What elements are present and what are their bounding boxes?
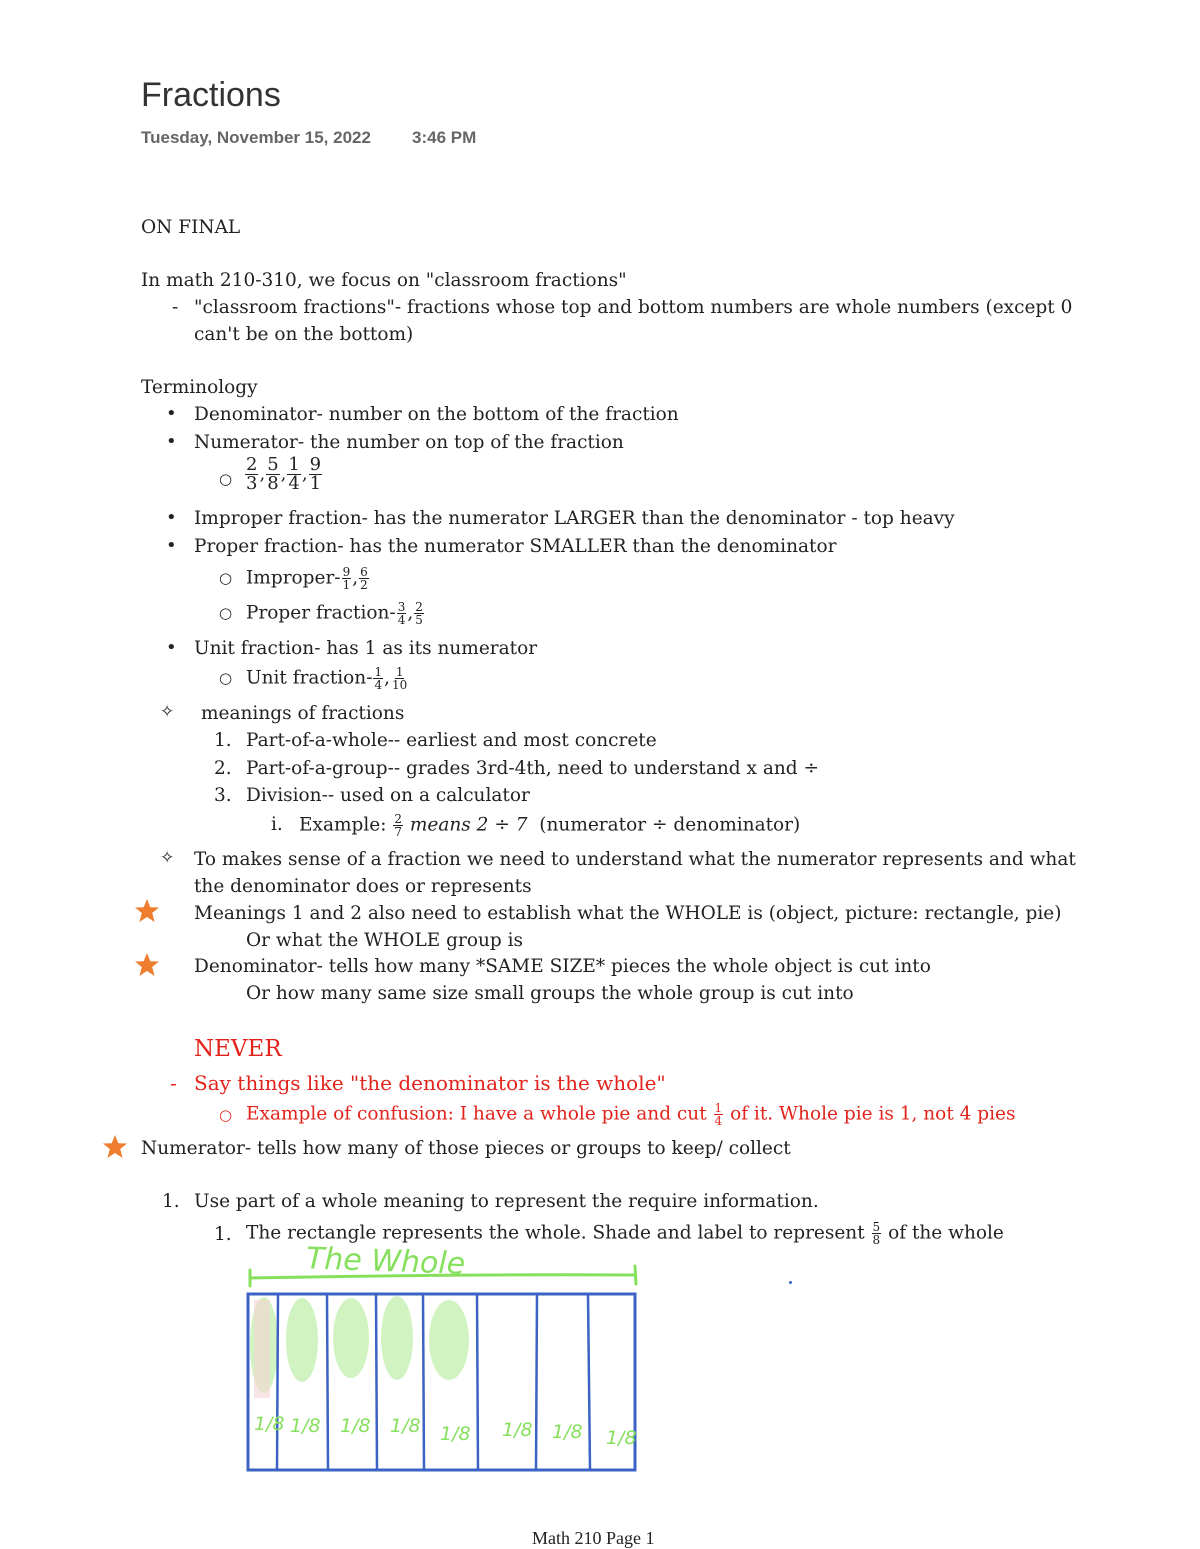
- denominator-tells-line2: Or how many same size small groups the whole group is cut into: [246, 983, 854, 1004]
- fraction-examples: $\frac{2}{3}$ , $\frac{5}{8}$ , $\frac{1}{4}$ , $\frac{9}{1}$: [246, 454, 322, 494]
- list-number: 1.: [214, 730, 232, 751]
- bullet-dot-icon: •: [166, 535, 177, 556]
- unit-example: Unit fraction- $\frac{1}{4}$ , $\frac{1}{10}$: [246, 665, 408, 692]
- list-number: i.: [271, 814, 283, 835]
- numerator-tells: Numerator- tells how many of those pieces or groups to keep/ collect: [141, 1138, 791, 1159]
- makes-sense-line2: the denominator does or represents: [194, 876, 532, 897]
- bullet-circle-icon: ○: [219, 604, 233, 622]
- list-item: Division-- used on a calculator: [246, 785, 530, 806]
- classroom-def-line2: can't be on the bottom): [194, 324, 414, 345]
- whole-bracket: [250, 1266, 636, 1286]
- terminology-heading: Terminology: [141, 377, 258, 398]
- makes-sense-line1: To makes sense of a fraction we need to understand what the numerator represents and what: [194, 849, 1076, 870]
- fraction-rectangle-drawing: [240, 1260, 650, 1480]
- bullet-dot-icon: •: [166, 403, 177, 424]
- sparkle-icon: ✧: [160, 702, 175, 722]
- bullet-dot-icon: •: [166, 637, 177, 658]
- piece-labels: [254, 1413, 637, 1449]
- shaded-piece: [381, 1296, 413, 1380]
- shaded-piece: [333, 1298, 369, 1378]
- list-item: Part-of-a-group-- grades 3rd-4th, need to understand x and ÷: [246, 758, 819, 779]
- intro-line: In math 210-310, we focus on "classroom fractions": [141, 270, 627, 291]
- fraction: $\frac{5}{8}$: [267, 454, 279, 494]
- pink-mark: [254, 1300, 270, 1398]
- piece-label: 1/8: [606, 1427, 637, 1449]
- shaded-piece: [286, 1298, 318, 1382]
- dash-bullet: -: [172, 297, 179, 318]
- division-example: Example: $\frac{2}{7}$ means 2 ÷ 7 (numerator ÷ denominator): [299, 812, 801, 839]
- improper-example: Improper- $\frac{9}{1}$ , $\frac{6}{2}$: [246, 565, 368, 592]
- list-number: 1.: [214, 1224, 232, 1245]
- piece-label: 1/8: [502, 1419, 533, 1441]
- piece-label: 1/8: [254, 1413, 285, 1435]
- page-title: Fractions: [141, 76, 281, 114]
- sparkle-icon: ✧: [160, 848, 175, 868]
- never-say-line: Say things like "the denominator is the whole": [194, 1071, 666, 1095]
- never-heading: NEVER: [194, 1036, 282, 1062]
- on-final-note: ON FINAL: [141, 217, 241, 238]
- task-line: Use part of a whole meaning to represent the require information.: [194, 1191, 819, 1212]
- fraction: $\frac{1}{4}$: [288, 454, 300, 494]
- fraction: $\frac{2}{3}$: [246, 454, 258, 494]
- piece-label: 1/8: [552, 1421, 583, 1443]
- meanings-heading: meanings of fractions: [201, 703, 405, 724]
- proper-example: Proper fraction- $\frac{3}{4}$ , $\frac{2}{5}$: [246, 600, 423, 627]
- star-icon: [134, 898, 160, 924]
- bullet-circle-icon: ○: [219, 669, 233, 687]
- time-stamp: 3:46 PM: [412, 128, 477, 147]
- meanings12-line2: Or what the WHOLE group is: [246, 930, 524, 951]
- star-icon: [134, 952, 160, 978]
- list-item: Part-of-a-whole-- earliest and most concrete: [246, 730, 657, 751]
- proper-def: Proper fraction- has the numerator SMALLER than the denominator: [194, 536, 837, 557]
- piece-label: 1/8: [340, 1415, 371, 1437]
- list-number: 3.: [214, 785, 232, 806]
- numerator-def: Numerator- the number on top of the fraction: [194, 432, 624, 453]
- subtask-line: The rectangle represents the whole. Shade and label to represent $\frac{5}{8}$ of the whole: [246, 1220, 1004, 1247]
- bullet-circle-icon: ○: [219, 1106, 233, 1124]
- classroom-def-line1: "classroom fractions"- fractions whose top and bottom numbers are whole numbers (except 0: [194, 297, 1073, 318]
- piece-label: 1/8: [290, 1415, 321, 1437]
- star-icon: [102, 1134, 128, 1160]
- denominator-def: Denominator- number on the bottom of the fraction: [194, 404, 679, 425]
- piece-label: 1/8: [390, 1415, 421, 1437]
- meanings12-line1: Meanings 1 and 2 also need to establish what the WHOLE is (object, picture: rectangle, pie): [194, 903, 1062, 924]
- list-number: 1.: [162, 1191, 180, 1212]
- piece-label: 1/8: [440, 1423, 471, 1445]
- fraction: $\frac{9}{1}$: [309, 454, 322, 494]
- bullet-circle-icon: ○: [219, 569, 233, 587]
- whole-label: The Whole: [305, 1241, 466, 1282]
- list-number: 2.: [214, 758, 232, 779]
- bullet-dot-icon: •: [166, 507, 177, 528]
- shaded-piece: [429, 1300, 469, 1380]
- shaded-pieces: [250, 1296, 469, 1393]
- bullet-dot-icon: •: [166, 431, 177, 452]
- page-footer: Math 210 Page 1: [532, 1528, 655, 1548]
- stray-dot: [789, 1281, 792, 1284]
- unit-def: Unit fraction- has 1 as its numerator: [194, 638, 538, 659]
- date-stamp: Tuesday, November 15, 2022: [141, 128, 371, 147]
- denominator-tells-line1: Denominator- tells how many *SAME SIZE* pieces the whole object is cut into: [194, 956, 931, 977]
- confusion-example: Example of confusion: I have a whole pie and cut $\frac{1}{4}$ of it. Whole pie is 1, not 4 pies: [246, 1101, 1016, 1128]
- improper-def: Improper fraction- has the numerator LARGER than the denominator - top heavy: [194, 508, 955, 529]
- dash-bullet: -: [170, 1071, 177, 1095]
- bullet-circle-icon: ○: [219, 470, 233, 488]
